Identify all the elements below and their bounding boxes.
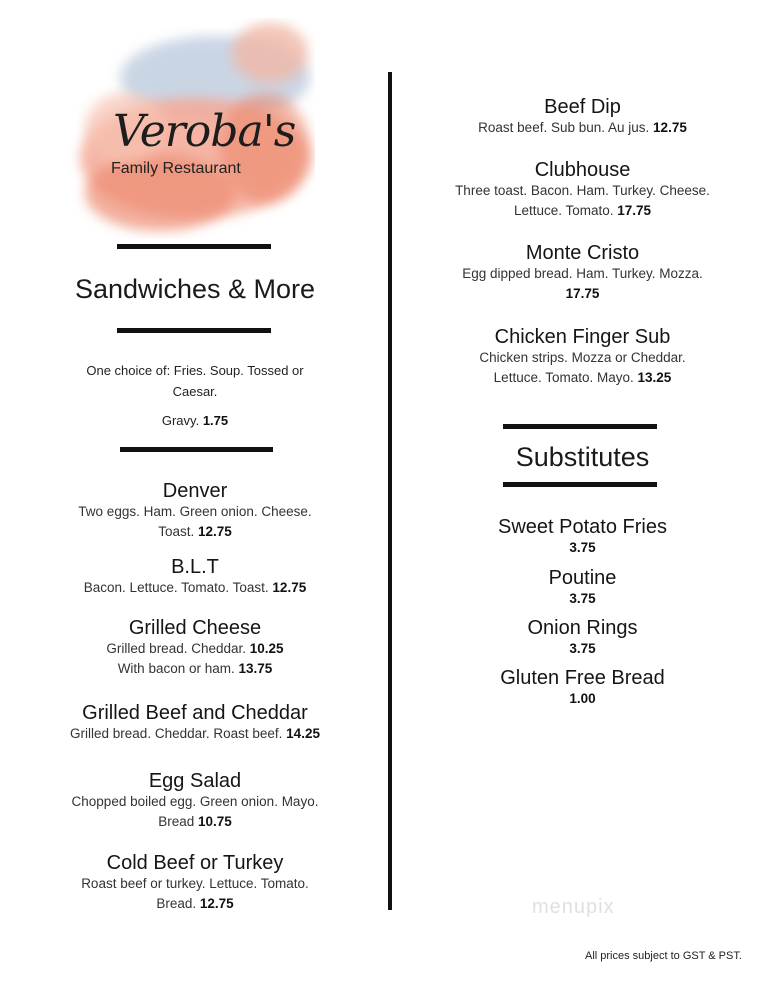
side-note-line: Caesar.: [172, 384, 218, 399]
section-title: Sandwiches & More: [74, 274, 316, 304]
divider: [117, 328, 271, 333]
logo-tagline: Family Restaurant: [111, 160, 241, 177]
item-desc: Bacon. Lettuce. Tomato. Toast.: [83, 580, 269, 595]
item-desc-line: [425, 368, 740, 388]
item-desc: Lettuce. Tomato.: [513, 203, 614, 218]
item-name: Beef Dip: [544, 96, 621, 118]
item-name: Poutine: [548, 567, 617, 589]
item-desc: Roast beef or turkey. Lettuce. Tomato.: [81, 876, 309, 891]
gravy-label: Gravy.: [161, 413, 200, 428]
item-price: 3.75: [569, 591, 596, 606]
substitute-item: [425, 667, 740, 709]
item-desc-line: [40, 812, 350, 832]
restaurant-logo: [65, 18, 315, 243]
item-desc: Egg dipped bread. Ham. Turkey. Mozza.: [462, 266, 703, 281]
watermark: menupix: [532, 896, 615, 918]
menu-item: [40, 480, 350, 542]
side-choice-note: [40, 360, 350, 431]
item-name: Grilled Cheese: [128, 617, 262, 639]
substitutes-title: Substitutes: [515, 442, 650, 472]
item-name: Denver: [162, 480, 228, 502]
item-name: Grilled Beef and Cheddar: [82, 702, 308, 724]
menu-item: [40, 556, 350, 598]
menu-item: [425, 96, 740, 138]
item-desc: Toast.: [158, 524, 195, 539]
substitute-item: [425, 567, 740, 609]
divider: [503, 424, 657, 429]
item-desc: With bacon or ham.: [117, 661, 235, 676]
item-desc: Bread: [158, 814, 195, 829]
menu-item: [425, 326, 740, 388]
item-desc: Grilled bread. Cheddar. Roast beef.: [70, 726, 283, 741]
item-name: Clubhouse: [534, 159, 631, 181]
item-name: Chicken Finger Sub: [494, 326, 671, 348]
item-desc-line: [40, 894, 350, 914]
item-price: 12.75: [272, 580, 307, 595]
item-desc-line: [40, 639, 350, 659]
divider: [503, 482, 657, 487]
item-name: Cold Beef or Turkey: [106, 852, 284, 874]
item-price: 1.00: [569, 691, 596, 706]
column-divider: [388, 72, 392, 910]
item-price: 17.75: [565, 286, 600, 301]
item-price: 3.75: [569, 641, 596, 656]
substitute-item: [425, 516, 740, 558]
item-desc-line: [425, 118, 740, 138]
gravy-line: [40, 410, 350, 431]
item-desc: Bread.: [156, 896, 197, 911]
item-price: 14.25: [286, 726, 320, 741]
menu-item: [30, 702, 360, 744]
item-price: 12.75: [199, 896, 234, 911]
item-price: 13.75: [238, 661, 273, 676]
item-name: Egg Salad: [148, 770, 242, 792]
item-desc: Chicken strips. Mozza or Cheddar.: [479, 350, 686, 365]
item-name: Onion Rings: [527, 617, 638, 639]
item-price: 13.25: [637, 370, 672, 385]
menu-item: [425, 242, 740, 304]
item-desc: Two eggs. Ham. Green onion. Cheese.: [78, 504, 312, 519]
item-price: 12.75: [198, 524, 232, 539]
item-desc: Chopped boiled egg. Green onion. Mayo.: [71, 794, 319, 809]
item-price: 10.75: [198, 814, 232, 829]
item-desc-line: [40, 522, 350, 542]
price-disclaimer: All prices subject to GST & PST.: [585, 950, 742, 962]
item-desc: Grilled bread. Cheddar.: [106, 641, 247, 656]
item-desc-line: [40, 578, 350, 598]
menu-item: [425, 159, 740, 221]
item-desc-line: [425, 201, 740, 221]
item-name: Sweet Potato Fries: [498, 516, 667, 538]
item-desc: Roast beef. Sub bun. Au jus.: [478, 120, 650, 135]
logo-script-name: Veroba's: [113, 106, 296, 157]
item-name: B.L.T: [171, 556, 219, 578]
item-price: 17.75: [617, 203, 652, 218]
item-name: Monte Cristo: [525, 242, 640, 264]
divider: [117, 244, 271, 249]
item-desc-line: [30, 724, 360, 744]
item-desc: Lettuce. Tomato. Mayo.: [493, 370, 634, 385]
item-price: 10.25: [249, 641, 284, 656]
menu-item: [40, 770, 350, 832]
item-price: 3.75: [569, 540, 596, 555]
item-desc-line: [40, 659, 350, 679]
item-desc: Three toast. Bacon. Ham. Turkey. Cheese.: [455, 183, 710, 198]
menu-item: [40, 617, 350, 679]
side-note-line: One choice of: Fries. Soup. Tossed or: [86, 363, 304, 378]
item-price: 12.75: [653, 120, 687, 135]
gravy-price: 1.75: [202, 413, 229, 428]
substitute-item: [425, 617, 740, 659]
menu-item: [40, 852, 350, 914]
item-name: Gluten Free Bread: [500, 667, 665, 689]
divider: [120, 447, 273, 452]
